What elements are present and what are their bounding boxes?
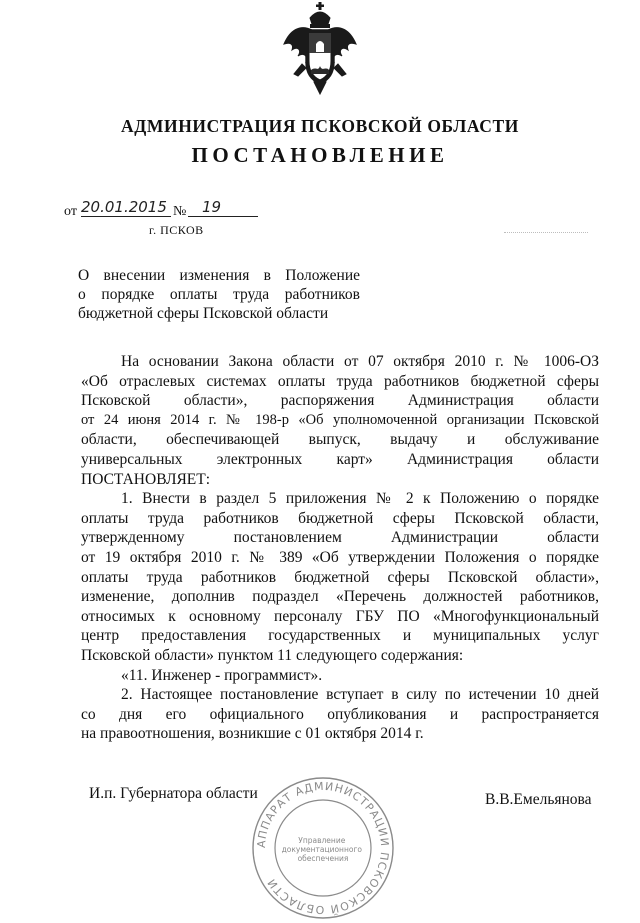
number-label: № <box>173 204 187 219</box>
body-line: 1. Внести в раздел 5 приложения № 2 к Положению о порядке <box>121 490 599 508</box>
body-line: «Об отраслевых системах оплаты труда работников бюджетной сферы <box>81 372 599 390</box>
body-line: 2. Настоящее постановление вступает в силу по истечении 10 дней <box>121 686 599 704</box>
organization-title: АДМИНИСТРАЦИЯ ПСКОВСКОЙ ОБЛАСТИ <box>120 116 520 136</box>
body-line: изменение, дополнив подраздел «Перечень должностей работников, <box>81 588 599 606</box>
date-label: от <box>64 204 77 219</box>
body-line: ПОСТАНОВЛЯЕТ: <box>81 470 211 488</box>
signatory-name: В.В.Емельянова <box>485 791 592 808</box>
body-line: на правоотношения, возникшие с 01 октября 2014 г. <box>81 725 424 743</box>
subject-line: бюджетной сферы Псковской области <box>78 305 329 323</box>
body-line: центр предоставления государственных и муниципальных услуг <box>81 627 599 645</box>
stamp-outer-text: АППАРАТ АДМИНИСТРАЦИИ ПСКОВСКОЙ ОБЛАСТИ <box>254 779 392 917</box>
handwritten-number: 19 <box>202 198 222 216</box>
body-line: относимых к основному персоналу ГБУ ПО «Многофункциональный <box>81 607 599 625</box>
body-line: от 19 октября 2010 г. № 389 «Об утверждении Положения о порядке <box>81 548 599 566</box>
body-line: области, обеспечивающей выпуск, выдачу и обслуживание <box>81 431 599 449</box>
document-type-title: ПОСТАНОВЛЕНИЕ <box>191 143 449 167</box>
city-label: г. ПСКОВ <box>149 223 204 237</box>
body-line: от 24 июня 2014 г. № 198-р «Об уполномоченной организации Псковской <box>81 411 599 428</box>
number-underline <box>188 216 258 217</box>
signatory-position: И.п. Губернатора области <box>89 785 258 802</box>
body-line: Псковской области», распоряжения Администрация области <box>81 392 599 410</box>
subject-line: О внесении изменения в Положение <box>78 267 360 284</box>
body-line: «11. Инженер - программист». <box>121 666 323 684</box>
date-underline <box>81 216 171 217</box>
body-line: универсальных электронных карт» Администрация области <box>81 450 599 468</box>
svg-text:Управление документацион: Управление документационного обеспечения <box>281 836 362 863</box>
pskov-coat-of-arms-icon <box>280 0 360 96</box>
body-line: утвержденному постановлением Администрации области <box>81 529 599 547</box>
body-line: оплаты труда работников бюджетной сферы Псковской области, <box>81 509 599 527</box>
decree-subject <box>78 266 360 324</box>
body-line: со дня его официального опубликования и распространяется <box>81 705 599 723</box>
scan-mark <box>504 232 588 235</box>
body-line: оплаты труда работников бюджетной сферы Псковской области», <box>81 568 599 586</box>
decree-body <box>81 352 599 744</box>
body-line: На основании Закона области от 07 октября 2010 г. № 1006-ОЗ <box>121 353 599 370</box>
subject-line: о порядке оплаты труда работников <box>78 286 360 304</box>
date-number-line <box>64 199 264 221</box>
official-stamp-icon <box>248 773 398 923</box>
body-line: Псковской области» пунктом 11 следующего содержания: <box>81 646 464 664</box>
handwritten-date: 20.01.2015 <box>81 198 167 216</box>
